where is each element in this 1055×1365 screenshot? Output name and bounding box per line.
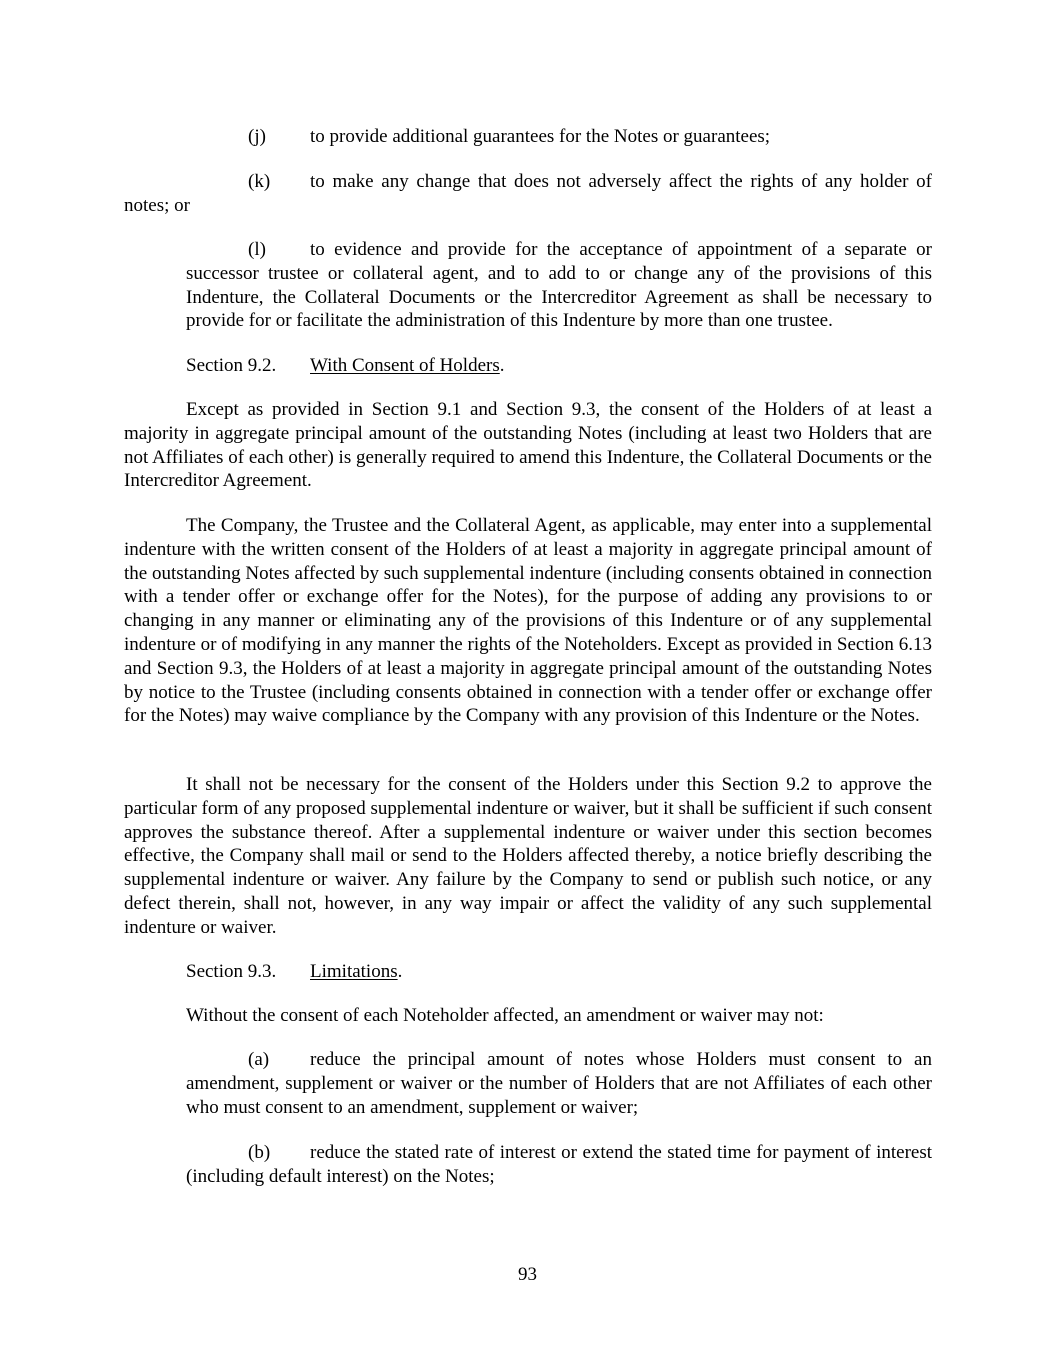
clause-a [186,1048,932,1119]
clause-text: reduce the stated rate of interest or extend the stated time for payment of interest (including default interest) on the Notes; [186,1142,932,1187]
clause-k [124,170,932,218]
clause-b [186,1141,932,1189]
section-9-2-heading: Section 9.2. With Consent of Holders. [186,355,505,376]
clause-label: (a) [248,1049,270,1070]
clause-text: to evidence and provide for the acceptance of appointment of a separate or successor trustee or collateral agent, and to add to or change any of the provisions of this Indenture, the Collateral Documents or the Intercreditor Agreement as shall be necessary to provide for or facilitate the administration of this Indenture by more than one trustee. [186,239,932,332]
section-9-3-intro: Without the consent of each Noteholder affected, an amendment or waiver may not: [186,1005,824,1026]
clause-label: (k) [248,171,271,192]
clause-l [186,238,932,333]
clause-j [186,125,932,149]
clause-text: reduce the principal amount of notes whose Holders must consent to an amendment, supplement or waiver or the number of Holders that are not Affiliates of each other who must consent to an amendment, supplement or waiver; [186,1049,932,1118]
clause-text: to make any change that does not adversely affect the rights of any holder of notes; or [124,171,932,216]
page-number: 93 [518,1264,537,1285]
clause-text: to provide additional guarantees for the Notes or guarantees; [310,126,771,147]
clause-label: (l) [248,239,266,260]
section-9-2-paragraph-3: It shall not be necessary for the consent of the Holders under this Section 9.2 to approve the particular form of any proposed supplemental indenture or waiver, but it shall be sufficient if such consent approves the substance thereof. After a supplemental indenture or waiver under this section becomes effective, the Company shall mail or send to the Holders affected thereby, a notice briefly describing the supplemental indenture or waiver. Any failure by the Company to send or publish such notice, or any defect therein, shall not, however, in any way impair or affect the validity of any such supplemental indenture or waiver. [124,774,932,938]
section-9-2-paragraph-1: Except as provided in Section 9.1 and Section 9.3, the consent of the Holders of at least a majority in aggregate principal amount of the outstanding Notes (including at least two Holders that are not Affiliates of each other) is generally required to amend this Indenture, the Collateral Documents or the Intercreditor Agreement. [124,399,932,492]
section-9-3-heading: Section 9.3. Limitations. [186,961,403,982]
clause-label: (b) [248,1142,271,1163]
section-title: Limitations [310,961,398,982]
section-number: Section 9.2. [186,355,277,376]
section-number: Section 9.3. [186,961,277,982]
clause-label: (j) [248,126,266,147]
section-9-2-paragraph-2: The Company, the Trustee and the Collateral Agent, as applicable, may enter into a supplemental indenture with the written consent of the Holders of at least a majority in aggregate principal amount of the outstanding Notes affected by such supplemental indenture (including consents obtained in connection with a tender offer or exchange offer for the Notes), for the purpose of adding any provisions to or changing in any manner or eliminating any of the provisions of this Indenture or of any supplemental indenture or of modifying in any manner the rights of the Noteholders. Except as provided in Section 6.13 and Section 9.3, the Holders of at least a majority in aggregate principal amount of the outstanding Notes by notice to the Trustee (including consents obtained in connection with a tender offer or exchange offer for the Notes) may waive compliance by the Company with any provision of this Indenture or the Notes. [124,515,933,727]
section-title: With Consent of Holders [310,355,500,376]
